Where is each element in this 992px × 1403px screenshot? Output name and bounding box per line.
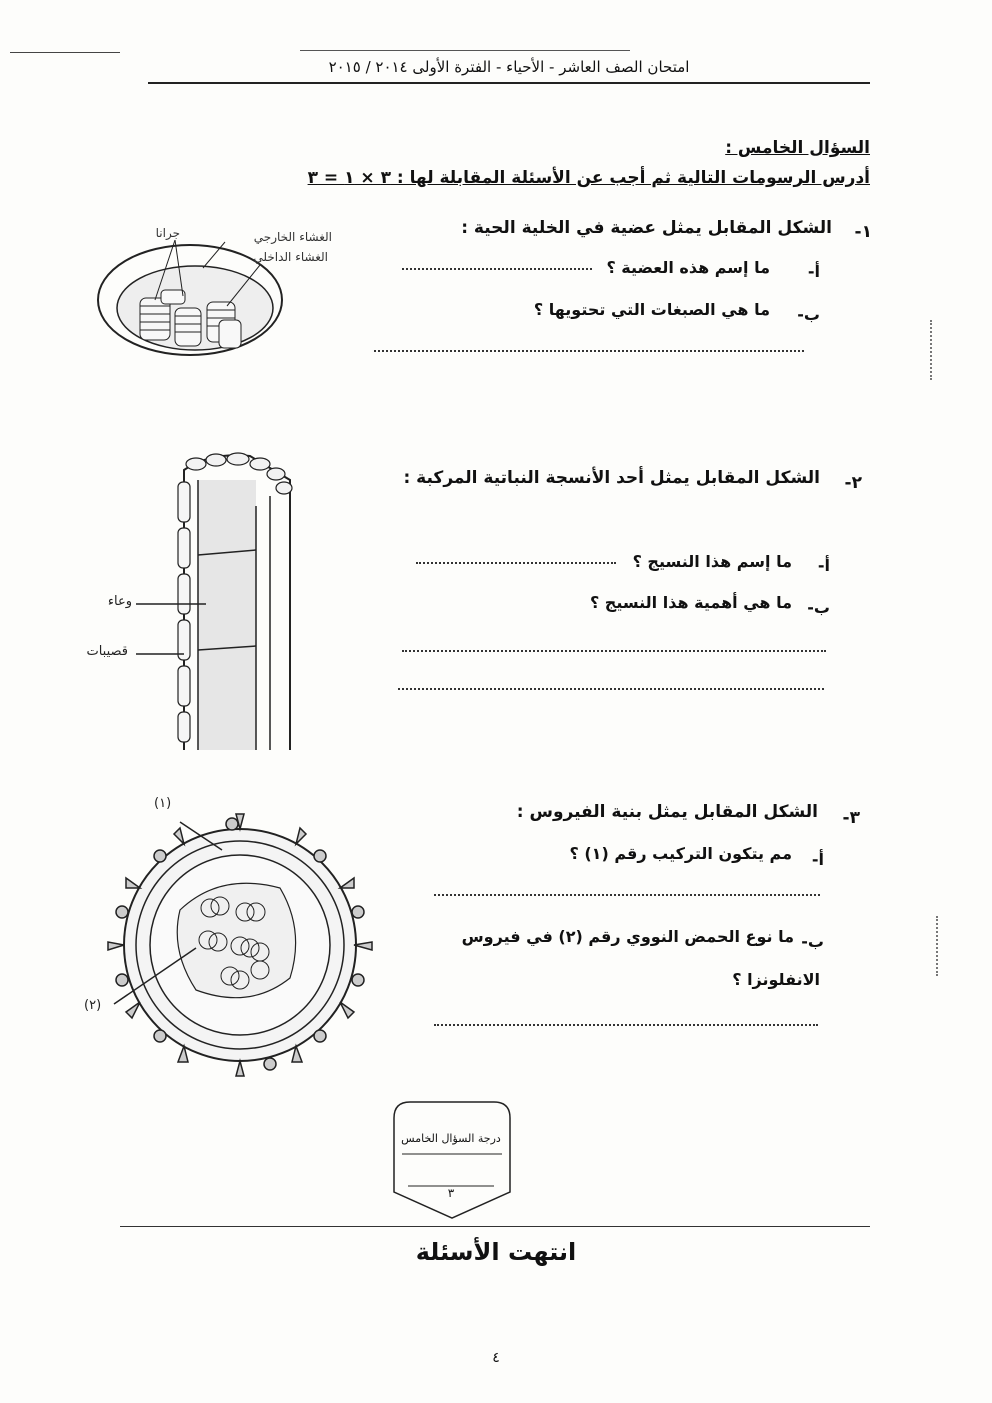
core-outline [177, 883, 295, 997]
page-number: ٤ [492, 1350, 500, 1366]
answer-line-2a[interactable] [416, 562, 616, 564]
item-3a-letter: أ- [811, 850, 824, 869]
item-2b-text: ما هي أهمية هذا النسيج ؟ [589, 593, 792, 612]
question-title: السؤال الخامس : [725, 138, 870, 158]
label-outer-membrane: الغشاء الخارجي [253, 230, 332, 244]
footer-divider [120, 1226, 870, 1227]
label-virus-2: (٢) [84, 998, 102, 1013]
item-2-number: ٢- [844, 473, 862, 493]
score-box-title: درجة السؤال الخامس [401, 1132, 501, 1145]
item-3a-text: مم يتكون التركيب رقم (١) ؟ [569, 844, 792, 863]
item-2b-letter: ب- [807, 598, 830, 617]
margin-dots-2 [936, 916, 941, 976]
item-1a-text: ما إسم هذه العضية ؟ [606, 258, 770, 277]
xylem-figure [150, 450, 310, 760]
exam-header: امتحان الصف العاشر - الأحياء - الفترة الأولى ٢٠١٤ / ٢٠١٥ [328, 58, 690, 76]
answer-line-3a[interactable] [434, 894, 820, 896]
label-inner-membrane: الغشاء الداخلي [253, 250, 328, 264]
answer-line-1b[interactable] [374, 350, 804, 352]
vessel-lumen [198, 480, 256, 750]
answer-line-1a[interactable] [402, 268, 592, 270]
item-1-text: الشكل المقابل يمثل عضية في الخلية الحية : [461, 218, 832, 238]
item-1b-letter: ب- [797, 305, 820, 324]
item-2-text: الشكل المقابل يمثل أحد الأنسجة النباتية المركبة : [403, 468, 820, 488]
header-line-left [10, 52, 120, 53]
item-3b-text-line1: ما نوع الحمض النووي رقم (٢) في فيروس [461, 927, 794, 946]
virus-figure [100, 800, 380, 1080]
margin-dots [930, 320, 935, 380]
item-1-number: ١- [854, 222, 872, 242]
item-3-text: الشكل المقابل يمثل بنية الفيروس : [516, 802, 818, 822]
score-box-max: ٣ [447, 1186, 455, 1200]
header-line-top [300, 50, 630, 51]
score-box-shape [384, 1098, 520, 1222]
item-2a-letter: أ- [817, 556, 830, 575]
answer-line-2b-2[interactable] [398, 688, 824, 690]
label-tracheids: قصيبات [86, 644, 128, 659]
tracheid-cells [178, 482, 190, 742]
header-divider [148, 82, 870, 84]
item-3-number: ٣- [842, 808, 860, 828]
label-virus-1: (١) [154, 796, 172, 811]
item-2a-text: ما إسم هذا النسيج ؟ [632, 552, 792, 571]
answer-line-3b[interactable] [434, 1024, 818, 1026]
item-1b-text: ما هي الصبغات التي تحتويها ؟ [533, 300, 770, 319]
answer-line-2b-1[interactable] [402, 650, 826, 652]
item-3b-letter: ب- [801, 932, 824, 951]
end-of-questions: انتهت الأسئلة [415, 1238, 577, 1266]
item-3b-text-line2: الانفلونزا ؟ [732, 970, 820, 989]
label-grana: جرانا [155, 226, 180, 240]
item-1a-letter: أ- [807, 262, 820, 281]
question-instruction: أدرس الرسومات التالية ثم أجب عن الأسئلة المقابلة لها : ٣ × ١ = ٣ [307, 168, 870, 188]
label-vessel: وعاء [107, 594, 132, 609]
